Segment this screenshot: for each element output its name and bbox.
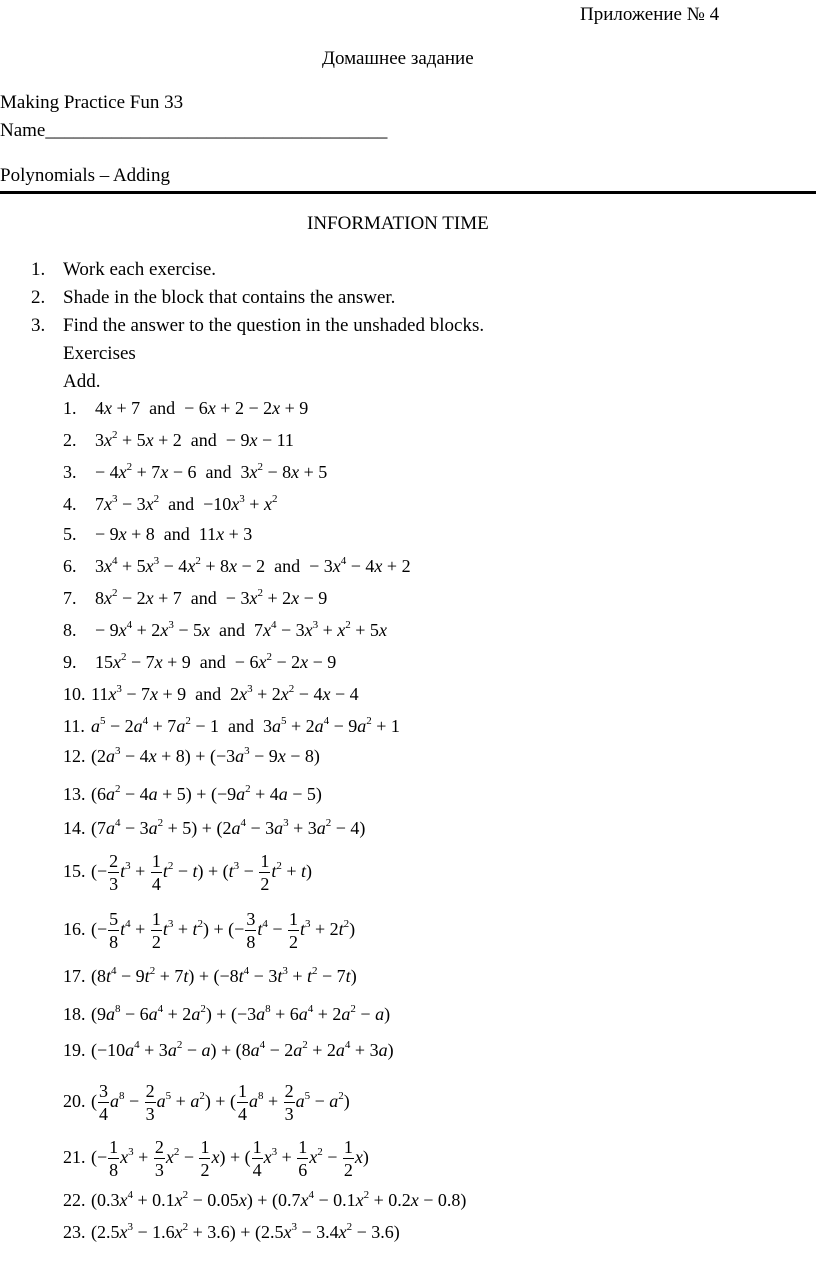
exercise-item: [63, 1082, 350, 1123]
exercise-item: [63, 620, 387, 641]
exercise-item: [63, 494, 277, 515]
topic-title: Polynomials – Adding: [0, 165, 170, 186]
name-field[interactable]: [0, 120, 387, 142]
exercise-item: [63, 398, 308, 419]
add-label: Add.: [63, 371, 101, 392]
name-label: Name: [0, 120, 46, 141]
exercise-item: [63, 462, 327, 483]
exercise-expression: $(-10a^4 + 3a^2 - a) + (8a^4 - 2a^2 + 2a^4 + 3a)$: [91, 1039, 394, 1060]
exercise-number: 8.: [63, 620, 77, 640]
exercise-item: [63, 524, 252, 545]
exercise-item: [63, 966, 357, 987]
exercise-item: [63, 852, 312, 893]
exercise-expression: $7x^3 - 3x^2$ and $-10x^3 + x^2$: [95, 493, 278, 514]
exercise-expression: $a^5 - 2a^4 + 7a^2 - 1$ and $3a^5 + 2a^4 - 9a^2 + 1$: [91, 715, 400, 736]
exercise-number: 20.: [63, 1090, 86, 1111]
exercise-expression: − 9x + 8 and 11x + 3: [95, 524, 253, 544]
exercise-item: [63, 588, 327, 609]
exercise-item: [63, 818, 365, 839]
exercise-number: 9.: [63, 652, 77, 672]
exercise-item: [63, 1222, 400, 1243]
exercise-number: 11.: [63, 716, 85, 736]
exercise-item: [63, 716, 400, 737]
exercise-expression: $3x^2 + 5x + 2$ and − 9x − 11: [95, 429, 294, 450]
exercise-item: [63, 684, 359, 705]
exercise-number: 10.: [63, 684, 86, 704]
exercise-item: [63, 1138, 369, 1179]
appendix-label: Приложение № 4: [580, 4, 720, 25]
exercise-expression: − $9x^4 + 2x^3 - 5x$ and $7x^4 - 3x^3 + x^2 + 5x$: [95, 619, 387, 640]
worksheet-title: Making Practice Fun 33: [0, 92, 184, 113]
header-divider: [0, 191, 816, 194]
exercise-expression: $(2.5x^3 - 1.6x^2 + 3.6) + (2.5x^3 - 3.4x^2 - 3.6)$: [91, 1221, 400, 1242]
exercises-label: Exercises: [63, 343, 136, 364]
exercise-expression: $(0.3x^4 + 0.1x^2 - 0.05x) + (0.7x^4 - 0.1x^2 + 0.2x - 0.8)$: [91, 1189, 467, 1210]
exercise-expression: $15x^2 - 7x + 9$ and − $6x^2 - 2x - 9$: [95, 651, 337, 672]
exercise-expression: $8x^2 - 2x + 7$ and − $3x^2 + 2x - 9$: [95, 587, 328, 608]
exercise-expression: $(8t^4 - 9t^2 + 7t) + (-8t^4 - 3t^3 + t^2 - 7t)$: [91, 965, 357, 986]
exercise-number: 2.: [63, 430, 77, 450]
exercise-number: 5.: [63, 524, 77, 544]
exercise-expression: (− $\frac{5}{8}$ $t^4$ + $\frac{1}{2}$ $t^3 + t^2$) + (− $\frac{3}{8}$ $t^4$ − $\frac{1}{2}$ $t^3 + 2t^2$): [91, 909, 356, 952]
homework-title: Домашнее задание: [322, 48, 474, 69]
exercise-item: [63, 1004, 390, 1025]
exercise-number: 3.: [63, 462, 77, 482]
exercise-number: 7.: [63, 588, 77, 608]
exercise-number: 15.: [63, 860, 86, 881]
exercise-expression: $(2a^3 - 4x + 8) + (-3a^3 - 9x - 8)$: [91, 745, 320, 766]
instruction-item: 2. Shade in the block that contains the answer.: [31, 287, 396, 308]
exercise-number: 19.: [63, 1040, 86, 1060]
exercise-expression: $(9a^8 - 6a^4 + 2a^2) + (-3a^8 + 6a^4 + 2a^2 - a)$: [91, 1003, 391, 1024]
exercise-number: 13.: [63, 784, 86, 804]
exercise-item: [63, 556, 411, 577]
exercise-expression: $3x^4 + 5x^3 - 4x^2 + 8x - 2$ and − $3x^4 - 4x + 2$: [95, 555, 411, 576]
info-heading: INFORMATION TIME: [307, 213, 489, 234]
exercise-number: 4.: [63, 494, 77, 514]
exercise-number: 18.: [63, 1004, 86, 1024]
exercise-expression: $11x^3 - 7x + 9$ and $2x^3 + 2x^2 - 4x - 4$: [91, 683, 359, 704]
exercise-expression: 4x + 7 and − 6x + 2 − 2x + 9: [95, 398, 309, 418]
exercise-item: [63, 430, 294, 451]
exercise-item: [63, 784, 322, 805]
exercise-expression: $(7a^4 - 3a^2 + 5) + (2a^4 - 3a^3 + 3a^2 - 4)$: [91, 817, 366, 838]
exercise-expression: (− $\frac{2}{3}$ $t^3$ + $\frac{1}{4}$ $t^2 - t) + (t^3$ − $\frac{1}{2}$ $t^2 + t$): [91, 851, 313, 894]
exercise-number: 21.: [63, 1146, 86, 1167]
exercise-number: 22.: [63, 1190, 86, 1210]
exercise-item: [63, 910, 355, 951]
exercise-expression: (− $\frac{1}{8}$ $x^3$ + $\frac{2}{3}$ $x^2$ − $\frac{1}{2}$ x) + ( $\frac{1}{4}$ $x^3$ + $\frac{1}{6}$ $x^2$ − $\frac{1}{2}$ x): [91, 1137, 369, 1180]
instruction-item: 1. Work each exercise.: [31, 259, 217, 280]
exercise-item: [63, 746, 320, 767]
exercise-expression: ( $\frac{3}{4}$ $a^8$ − $\frac{2}{3}$ $a^5 + a^2$) + ( $\frac{1}{4}$ $a^8$ + $\frac{2}{3}$ $a^5 - a^2$): [91, 1081, 350, 1124]
exercise-item: [63, 1190, 466, 1211]
exercise-number: 23.: [63, 1222, 86, 1242]
exercise-number: 6.: [63, 556, 77, 576]
exercise-number: 12.: [63, 746, 86, 766]
exercise-item: [63, 1040, 394, 1061]
exercise-number: 14.: [63, 818, 86, 838]
exercise-expression: − $4x^2 + 7x - 6$ and $3x^2 - 8x + 5$: [95, 461, 328, 482]
exercise-number: 1.: [63, 398, 77, 418]
exercise-item: [63, 652, 336, 673]
exercise-expression: $(6a^2 - 4a + 5) + (-9a^2 + 4a - 5)$: [91, 783, 322, 804]
exercise-number: 17.: [63, 966, 86, 986]
name-line: ____________________________________: [45, 120, 388, 141]
exercise-number: 16.: [63, 918, 86, 939]
instruction-item: 3. Find the answer to the question in the unshaded blocks.: [31, 315, 485, 336]
